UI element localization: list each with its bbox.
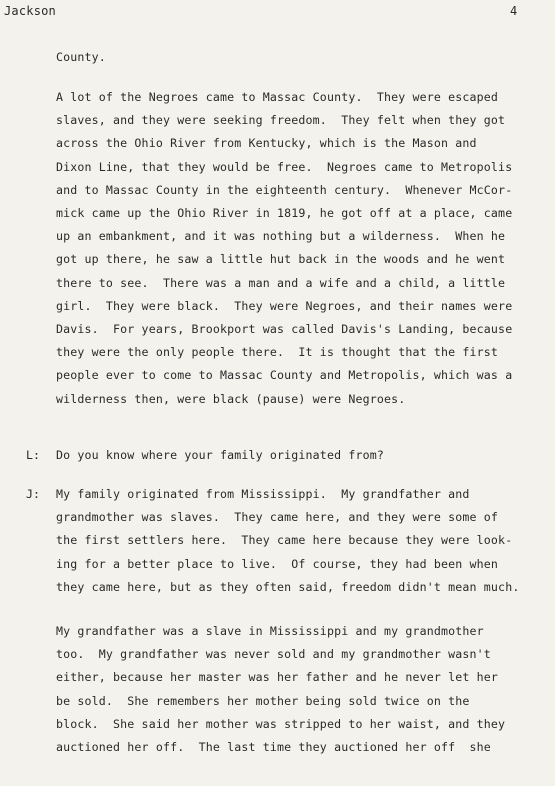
speaker-label: L: <box>26 448 40 462</box>
text-line: across the Ohio River from Kentucky, which is the Mason and <box>56 136 477 151</box>
text-line: girl. They were black. They were Negroes, and their names were <box>56 298 513 313</box>
text-line: grandmother was slaves. They came here, and they were some of <box>56 510 499 525</box>
text-line: Dixon Line, that they would be free. Negroes came to Metropolis <box>56 159 513 174</box>
text-line: ing for a better place to live. Of course, they had been when <box>56 556 499 571</box>
text-line: and to Massac County in the eighteenth century. Whenever McCor- <box>56 182 513 197</box>
text-line: people ever to come to Massac County and Metropolis, which was a <box>56 368 513 383</box>
text-line: My grandfather was a slave in Mississippi and my grandmother <box>56 624 484 638</box>
text-line: Do you know where your family originated from? <box>56 448 384 462</box>
text-line: be sold. She remembers her mother being sold twice on the <box>56 693 470 708</box>
page-number: 4 <box>510 4 518 18</box>
text-line: too. My grandfather was never sold and my grandmother wasn't <box>56 647 491 662</box>
text-line: they came here, but as they often said, freedom didn't mean much. <box>56 579 520 594</box>
text-line: County. <box>56 50 106 64</box>
text-line: My family originated from Mississippi. My grandfather and <box>56 487 470 501</box>
text-line: the first settlers here. They came here because they were look- <box>56 533 513 548</box>
text-line: A lot of the Negroes came to Massac County. They were escaped <box>56 90 499 104</box>
text-line: there to see. There was a man and a wife and a child, a little <box>56 275 506 290</box>
text-line: auctioned her off. The last time they auctioned her off she <box>56 740 491 754</box>
speaker-label: J: <box>26 487 40 501</box>
text-line: they were the only people there. It is thought that the first <box>56 345 499 360</box>
text-line: got up there, he saw a little hut back in the woods and he went <box>56 252 506 267</box>
text-line: wilderness then, were black (pause) were Negroes. <box>56 391 406 406</box>
text-line: slaves, and they were seeking freedom. They felt when they got <box>56 113 506 128</box>
text-line: up an embankment, and it was nothing but a wilderness. When he <box>56 229 506 244</box>
header-name: Jackson <box>4 4 56 18</box>
text-line: either, because her master was her father and he never let her <box>56 670 499 685</box>
text-line: Davis. For years, Brookport was called Davis's Landing, because <box>56 322 513 336</box>
text-line: mick came up the Ohio River in 1819, he got off at a place, came <box>56 206 513 220</box>
text-line: block. She said her mother was stripped to her waist, and they <box>56 716 506 731</box>
